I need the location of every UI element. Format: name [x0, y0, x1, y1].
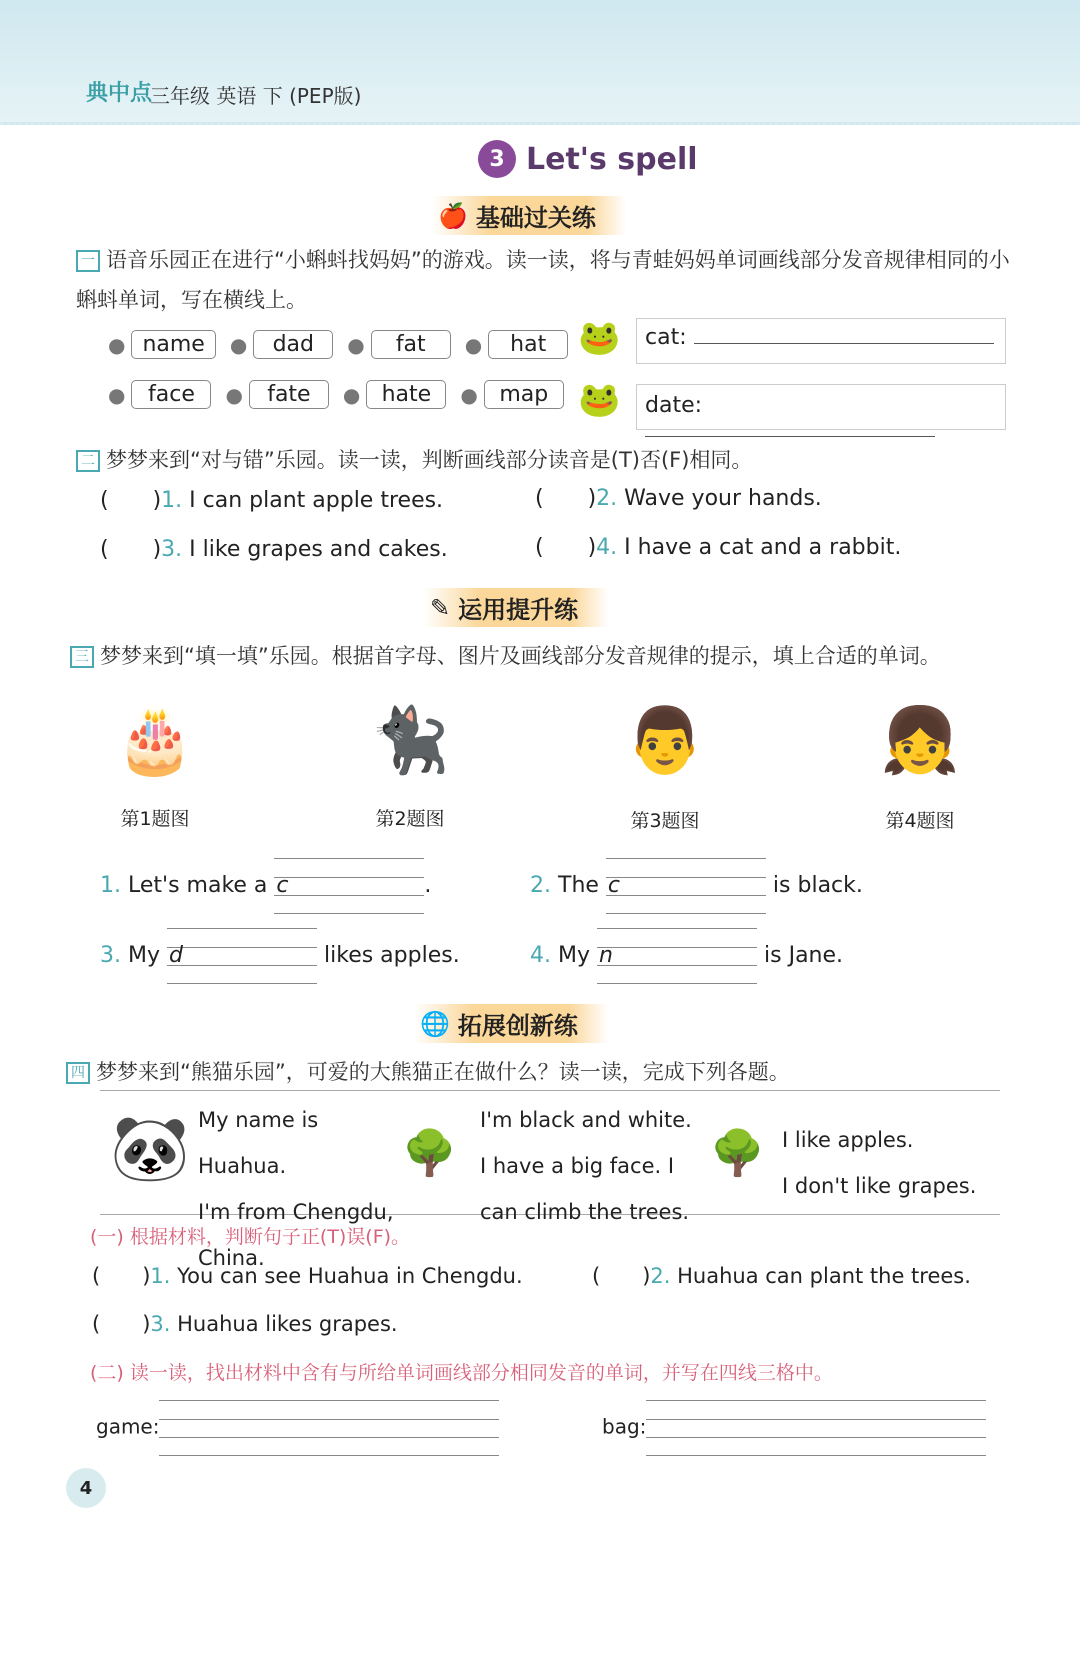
picture-caption: 第3题图 [630, 810, 700, 832]
q4-number: 四 [66, 1062, 90, 1084]
fill-item-3: 3. My d likes apples. [100, 928, 460, 984]
game-answer: game: [96, 1400, 499, 1456]
q3-number: 三 [70, 646, 94, 668]
section-title: 拓展创新练 [457, 1012, 578, 1040]
frog-icon: 🐸 [578, 380, 621, 420]
unit-number-badge: 3 [478, 140, 516, 178]
frog-answer-1: cat: [636, 318, 1006, 364]
q4-instruction [66, 1052, 790, 1092]
picture-caption: 第2题图 [375, 808, 445, 830]
tadpole-row-1 [108, 330, 568, 359]
tadpole-icon: ● [342, 382, 361, 407]
story-part-1: My name is Huahua. I'm from Chengdu, China. [198, 1108, 394, 1270]
unit-title: Let's spell [526, 141, 698, 177]
pen-icon: ✎ [430, 593, 451, 622]
part-2-instruction: (二) 读一读，找出材料中含有与所给单词画线部分相同发音的单词，并写在四线三格中。 [90, 1362, 833, 1384]
dad-picture: 👨 [625, 703, 705, 778]
tadpole-icon: ● [464, 332, 483, 357]
tf-item-4[interactable]: ( )4. I have a cat and a rabbit. [535, 535, 902, 560]
instruction-text: 梦梦来到“熊猫乐园”，可爱的大熊猫正在做什么？读一读，完成下列各题。 [96, 1060, 790, 1084]
tadpole-icon: ● [108, 382, 126, 407]
q2-instruction [76, 440, 752, 480]
tadpole-word: ● face [108, 380, 211, 409]
instruction-text: 梦梦来到“对与错”乐园。读一读，判断画线部分读音是(T)否(F)相同。 [106, 448, 753, 472]
instruction-text: 梦梦来到“填一填”乐园。根据首字母、图片及画线部分发音规律的提示，填上合适的单词。 [100, 644, 941, 668]
book-title: 三年级 英语 下 (PEP版) [150, 84, 362, 108]
frog-answer-2: date: [636, 384, 1006, 430]
q2-number: 二 [76, 450, 100, 472]
unit-heading [478, 140, 698, 178]
q1-number: 一 [76, 250, 100, 272]
tf-item-2[interactable]: ( )2. Wave your hands. [535, 486, 822, 511]
four-line-grid[interactable] [646, 1400, 986, 1456]
girl-picture: 👧 [880, 703, 960, 778]
tadpole-icon: ● [347, 332, 365, 357]
panda-icon: 🐼 [110, 1112, 190, 1186]
cake-picture: 🎂 [115, 703, 195, 778]
tf-q4-2[interactable]: ( )2. Huahua can plant the trees. [592, 1264, 971, 1288]
tadpole-word: ● fat [347, 330, 450, 359]
section-title: 基础过关练 [475, 204, 596, 232]
tadpole-word: ● fate [225, 380, 328, 409]
picture-caption: 第1题图 [120, 808, 190, 830]
fill-item-2: 2. The c is black. [530, 858, 863, 914]
tf-item-1[interactable]: ( )1. I can plant apple trees. [100, 488, 444, 513]
tadpole-word: ● dad [230, 330, 333, 359]
q3-instruction [70, 636, 941, 676]
story-part-3: I like apples. I don't like grapes. [782, 1128, 977, 1198]
part-1-instruction: (一) 根据材料，判断句子正(T)误(F)。 [90, 1226, 411, 1248]
tadpole-word: ● map [460, 380, 563, 409]
answer-line[interactable] [645, 436, 935, 437]
instruction-text: 语音乐园正在进行“小蝌蚪找妈妈”的游戏。读一读，将与青蛙妈妈单词画线部分发音规律相同的小蝌蚪单词，写在横线上。 [76, 248, 1010, 312]
four-line-grid[interactable]: c [274, 858, 424, 914]
picture-caption: 第4题图 [885, 810, 955, 832]
tf-q4-1[interactable]: ( )1. You can see Huahua in Chengdu. [92, 1264, 523, 1288]
cat-picture: 🐈‍⬛ [370, 703, 450, 778]
four-line-grid[interactable]: n [597, 928, 757, 984]
section-apply [424, 588, 608, 627]
answer-line[interactable] [694, 343, 994, 344]
tadpole-icon: ● [225, 382, 243, 407]
q1-instruction [76, 240, 1016, 320]
tf-q4-3[interactable]: ( )3. Huahua likes grapes. [92, 1312, 398, 1336]
section-title: 运用提升练 [458, 596, 579, 624]
tadpole-row-2 [108, 380, 564, 409]
fill-item-4: 4. My n is Jane. [530, 928, 843, 984]
tadpole-word: ● name [108, 330, 216, 359]
section-extend [414, 1004, 608, 1043]
frog-icon: 🐸 [578, 318, 621, 358]
four-line-grid[interactable] [159, 1400, 499, 1456]
series-logo: 典中点 [86, 81, 153, 106]
apple-books-icon: 🍎 [438, 201, 468, 230]
four-line-grid[interactable]: d [167, 928, 317, 984]
tree-icon: 🌳 [402, 1128, 457, 1179]
fill-item-1: 1. Let's make a c . [100, 858, 431, 914]
tadpole-icon: ● [108, 332, 126, 357]
tree-icon: 🌳 [710, 1128, 765, 1179]
tadpole-icon: ● [229, 332, 248, 357]
tadpole-icon: ● [460, 382, 478, 407]
four-line-grid[interactable]: c [606, 858, 766, 914]
globe-icon: 🌐 [420, 1009, 450, 1038]
section-basic [432, 196, 626, 235]
tadpole-word: ● hate [343, 380, 446, 409]
story-part-2: I'm black and white. I have a big face. I can climb the trees. [480, 1108, 692, 1224]
tf-item-3[interactable]: ( )3. I like grapes and cakes. [100, 537, 448, 562]
bag-answer: bag: [602, 1400, 986, 1456]
page-number: 4 [66, 1468, 106, 1508]
tadpole-word: ● hat [465, 330, 568, 359]
